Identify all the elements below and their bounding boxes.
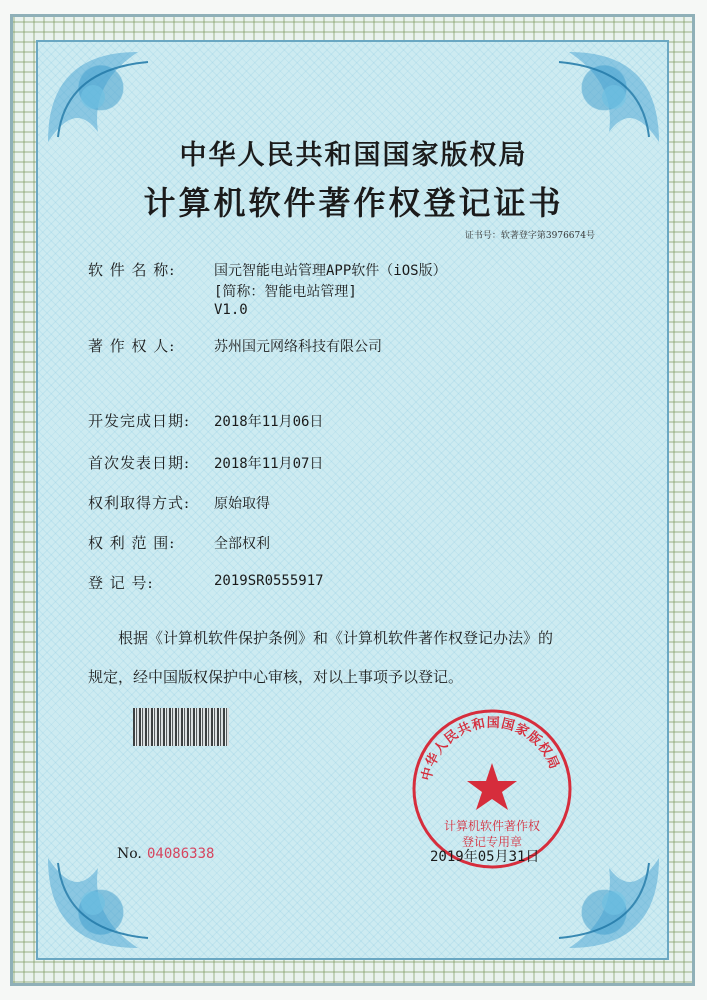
legal-basis-line1: 根据《计算机软件保护条例》和《计算机软件著作权登记办法》的: [118, 629, 554, 647]
acquisition-method-label: 权利取得方式:: [88, 494, 191, 512]
software-name-value: 国元智能电站管理APP软件（iOS版）: [214, 263, 447, 279]
rights-scope-value: 全部权利: [214, 536, 270, 552]
copyright-owner-label: 著 作 权 人:: [88, 337, 176, 355]
certificate-title: 计算机软件著作权登记证书: [143, 184, 564, 222]
software-version: V1.0: [214, 302, 248, 318]
publish-date-value: 2018年11月07日: [214, 456, 324, 472]
seal-ring-text: 中华人民共和国国家版权局: [419, 715, 562, 783]
legal-basis-line2: 规定，经中国版权保护中心审核，对以上事项予以登记。: [88, 668, 464, 686]
issue-date: 2019年05月31日: [430, 849, 540, 865]
software-short-name: [简称：智能电站管理]: [214, 284, 357, 300]
registration-number-value: 2019SR0555917: [214, 573, 324, 589]
registration-number-label: 登 记 号:: [88, 574, 154, 592]
serial-label: No.: [117, 846, 142, 862]
issuing-authority-title: 中华人民共和国国家版权局: [179, 140, 528, 171]
serial-number: 04086338: [147, 846, 215, 862]
rights-scope-label: 权 利 范 围:: [88, 534, 176, 552]
seal-star-icon: [467, 763, 517, 810]
copyright-owner-value: 苏州国元网络科技有限公司: [214, 339, 382, 355]
corner-ornament-bottom-left: [38, 848, 168, 958]
acquisition-method-value: 原始取得: [214, 496, 270, 512]
completion-date-label: 开发完成日期:: [88, 412, 191, 430]
certificate-number: 证书号：软著登字第3976674号: [464, 231, 595, 241]
seal-center-line1: 计算机软件著作权: [443, 819, 541, 833]
barcode: [133, 708, 229, 746]
completion-date-value: 2018年11月06日: [214, 414, 324, 430]
seal-center-line2: 登记专用章: [461, 835, 523, 849]
publish-date-label: 首次发表日期:: [88, 454, 191, 472]
software-name-label: 软 件 名 称:: [88, 261, 176, 279]
